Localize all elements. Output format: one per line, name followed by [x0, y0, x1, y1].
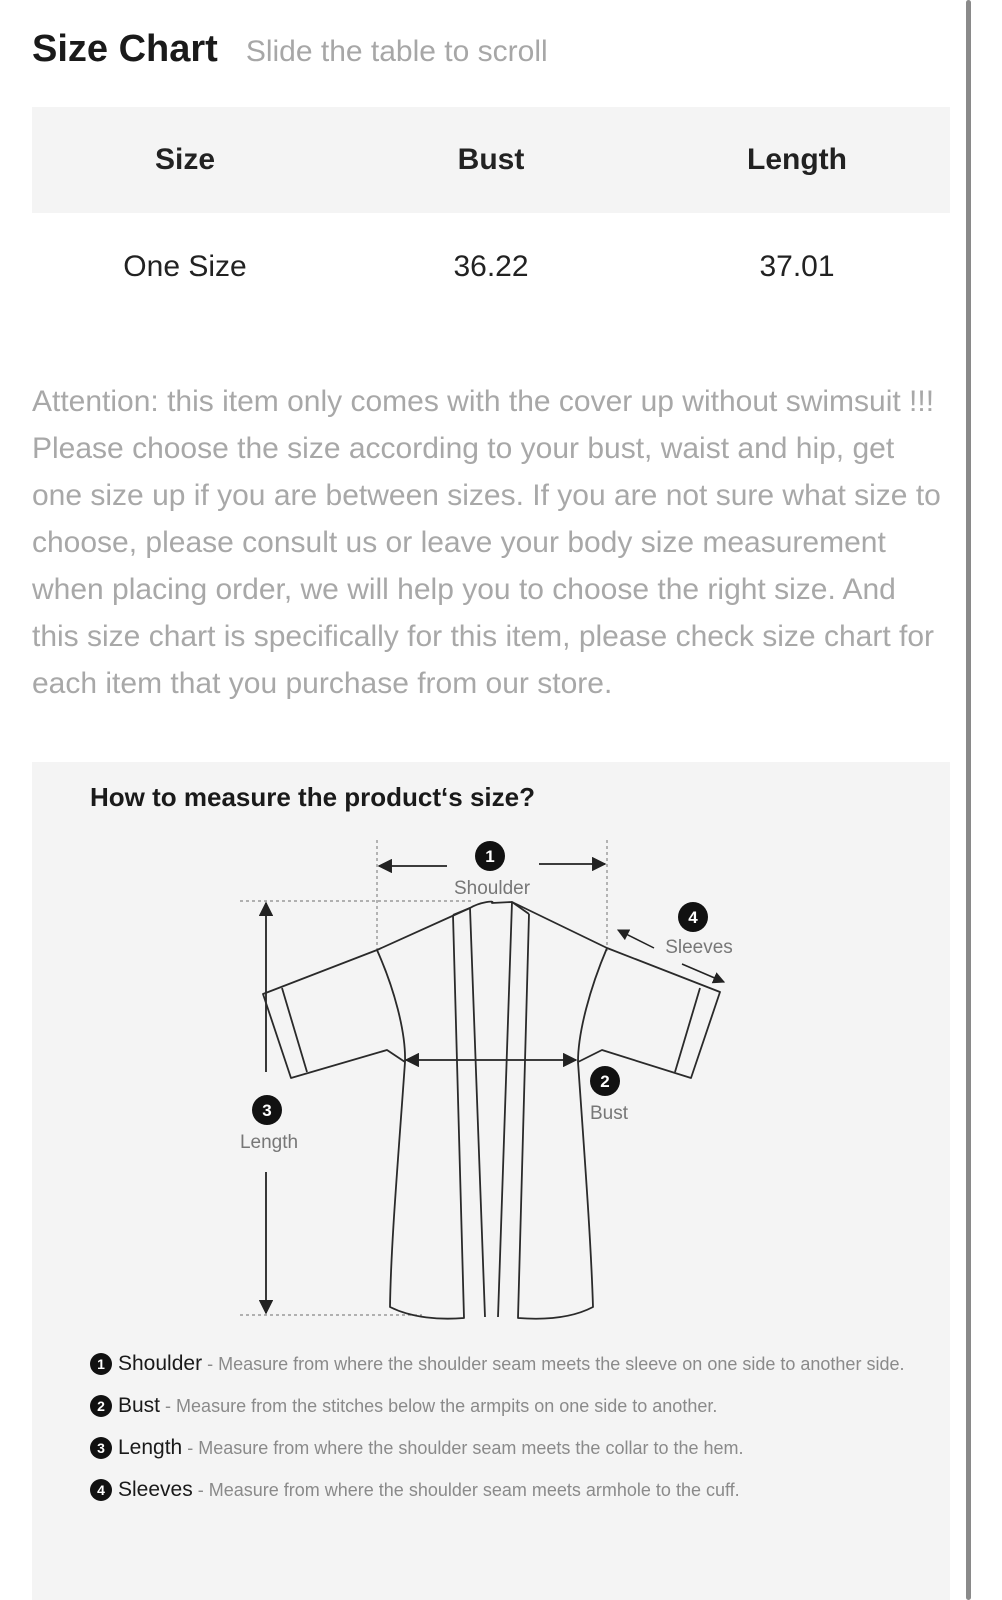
sleeves-marker — [678, 902, 708, 932]
measure-legend — [90, 1350, 910, 1518]
column-header-size: Size — [32, 107, 338, 213]
legend-term: Length — [118, 1436, 183, 1459]
sleeves-number: 4 — [688, 908, 698, 927]
measure-title: How to measure the product‘s size? — [90, 782, 535, 812]
garment-diagram — [32, 762, 950, 1342]
legend-term: Sleeves — [118, 1478, 193, 1501]
legend-item-length: 3 Length - Measure from where the shoulder seam meets the collar to the hem. — [90, 1434, 910, 1462]
legend-number: 3 — [90, 1437, 112, 1459]
shoulder-marker — [475, 841, 505, 871]
table-row — [32, 213, 950, 321]
length-marker — [252, 1095, 282, 1125]
legend-description: Measure from where the shoulder seam meets armhole to the cuff. — [208, 1480, 740, 1500]
legend-description: Measure from the stitches below the armpits on one side to another. — [176, 1396, 718, 1416]
legend-item-sleeves: 4 Sleeves - Measure from where the shoulder seam meets armhole to the cuff. — [90, 1476, 910, 1504]
page-scrollbar[interactable] — [966, 0, 971, 1600]
kimono-outline — [263, 902, 720, 1319]
legend-number: 1 — [90, 1353, 112, 1375]
table-header-row — [32, 107, 950, 213]
cell-size: One Size — [123, 250, 247, 283]
legend-description: Measure from where the shoulder seam meets the collar to the hem. — [198, 1438, 744, 1458]
bust-marker — [590, 1066, 620, 1096]
legend-item-bust: 2 Bust - Measure from the stitches below the armpits on one side to another. — [90, 1392, 910, 1420]
legend-number: 2 — [90, 1395, 112, 1417]
legend-description: Measure from where the shoulder seam meets the sleeve on one side to another side. — [218, 1354, 905, 1374]
sleeves-arrow-up — [618, 930, 654, 948]
legend-number: 4 — [90, 1479, 112, 1501]
measure-guide — [32, 762, 950, 1600]
size-chart-header — [32, 28, 548, 78]
bust-number: 2 — [600, 1072, 610, 1091]
length-number: 3 — [262, 1101, 272, 1120]
legend-item-shoulder: 1 Shoulder - Measure from where the shoulder seam meets the sleeve on one side to another side. — [90, 1350, 910, 1378]
size-table[interactable] — [32, 107, 950, 321]
legend-term: Bust — [118, 1394, 161, 1417]
shoulder-number: 1 — [485, 847, 495, 866]
column-header-bust: Bust — [338, 107, 644, 213]
sleeves-label: Sleeves — [665, 937, 733, 958]
length-label: Length — [239, 1132, 299, 1153]
cell-length: 37.01 — [759, 250, 835, 283]
scroll-hint: Slide the table to scroll — [245, 35, 548, 68]
bust-label: Bust — [589, 1103, 629, 1124]
shoulder-label: Shoulder — [453, 878, 531, 899]
legend-term: Shoulder — [118, 1352, 203, 1375]
attention-note: Attention: this item only comes with the cover up without swimsuit !!! Please choose the size according to your bust, waist and hip, get one size up if you are between sizes. If you are not sure what size to choose, please consult us or leave your body size measurement when placing order, we will help you to choose the right size. And this size chart is specifically for this item, please check size chart for each item that you purchase from our store. — [32, 385, 941, 700]
page-title: Size Chart — [32, 28, 218, 70]
column-header-length: Length — [644, 107, 950, 213]
cell-bust: 36.22 — [453, 250, 529, 283]
